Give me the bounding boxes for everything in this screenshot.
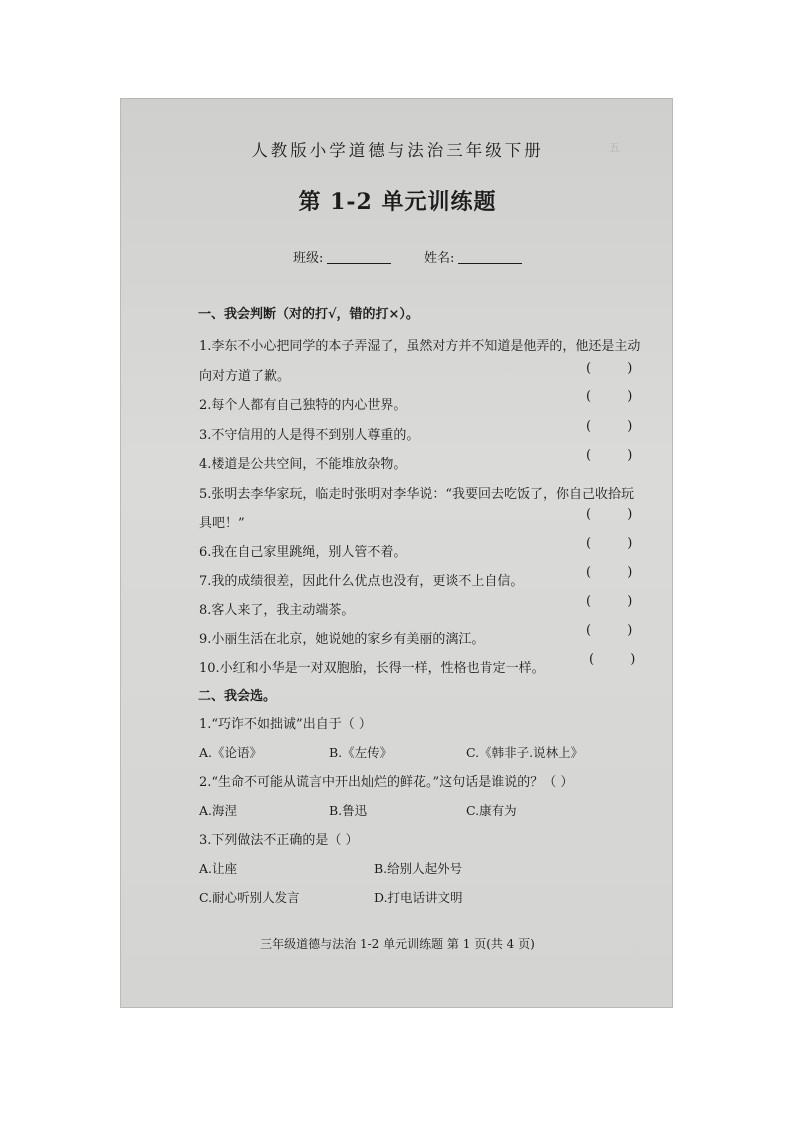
- choice-question-3: 3.下列做法不正确的是（ ）: [199, 833, 359, 848]
- answer-paren-1[interactable]: ( ): [586, 361, 649, 376]
- q3-option-a[interactable]: A.让座: [199, 861, 238, 876]
- header-title: 人教版小学道德与法治三年级下册: [251, 141, 544, 160]
- answer-paren-7[interactable]: ( ): [586, 565, 649, 580]
- q2-option-c[interactable]: C.康有为: [466, 803, 517, 818]
- main-title: 第 1-2 单元训练题: [298, 189, 497, 215]
- name-field: [424, 247, 522, 266]
- judge-item-1-cont: 向对方道了歉。: [199, 369, 291, 384]
- answer-paren-4[interactable]: ( ): [586, 448, 649, 463]
- name-blank[interactable]: [458, 251, 522, 264]
- exam-sheet: [120, 98, 673, 1008]
- answer-paren-9[interactable]: ( ): [586, 623, 649, 638]
- judge-item-4: 4.楼道是公共空间，不能堆放杂物。: [199, 457, 407, 472]
- q1-option-a[interactable]: A.《论语》: [199, 745, 263, 760]
- answer-paren-2[interactable]: ( ): [586, 389, 649, 404]
- q2-option-b[interactable]: B.鲁迅: [329, 803, 368, 818]
- class-blank[interactable]: [327, 251, 391, 264]
- judge-item-2: 2.每个人都有自己独特的内心世界。: [199, 398, 407, 413]
- judge-item-6: 6.我在自己家里跳绳，别人管不着。: [199, 545, 407, 560]
- bleed-mark: 五: [609, 141, 620, 154]
- class-field: [293, 247, 391, 266]
- choice-question-2: 2.“生命不可能从谎言中开出灿烂的鲜花。”这句话是谁说的？（ ）: [199, 775, 574, 790]
- judge-item-9: 9.小丽生活在北京，她说她的家乡有美丽的漓江。: [199, 632, 485, 647]
- judge-item-10: 10.小红和小华是一对双胞胎，长得一样，性格也肯定一样。: [199, 661, 545, 676]
- q1-option-b[interactable]: B.《左传》: [329, 745, 393, 760]
- section1-heading: 一、我会判断（对的打√，错的打×）。: [198, 307, 419, 322]
- answer-paren-6[interactable]: ( ): [586, 536, 649, 551]
- judge-item-7: 7.我的成绩很差，因此什么优点也没有，更谈不上自信。: [199, 574, 524, 589]
- judge-item-8: 8.客人来了，我主动端茶。: [199, 603, 355, 618]
- judge-item-5-cont: 具吧！”: [199, 516, 245, 531]
- name-label: 姓名:: [424, 251, 455, 266]
- judge-item-1: 1.李东不小心把同学的本子弄湿了，虽然对方并不知道是他弄的，他还是主动: [199, 339, 641, 354]
- choice-question-1: 1.“巧诈不如拙诚”出自于（ ）: [199, 717, 372, 732]
- answer-paren-5[interactable]: ( ): [586, 507, 649, 522]
- answer-paren-10[interactable]: ( ): [589, 652, 652, 667]
- answer-paren-8[interactable]: ( ): [586, 594, 649, 609]
- q2-option-a[interactable]: A.海涅: [199, 803, 238, 818]
- answer-paren-3[interactable]: ( ): [586, 419, 649, 434]
- q3-option-b[interactable]: B.给别人起外号: [374, 861, 463, 876]
- section2-heading: 二、我会选。: [198, 689, 277, 704]
- class-label: 班级:: [293, 251, 324, 266]
- page-footer: 三年级道德与法治 1-2 单元训练题 第 1 页(共 4 页): [260, 937, 535, 951]
- judge-item-5: 5.张明去李华家玩，临走时张明对李华说：“我要回去吃饭了，你自己收拾玩: [199, 487, 635, 502]
- q1-option-c[interactable]: C.《韩非子.说林上》: [466, 745, 584, 760]
- q3-option-c[interactable]: C.耐心听别人发言: [199, 890, 300, 905]
- judge-item-3: 3.不守信用的人是得不到别人尊重的。: [199, 428, 420, 443]
- q3-option-d[interactable]: D.打电话讲文明: [374, 890, 463, 905]
